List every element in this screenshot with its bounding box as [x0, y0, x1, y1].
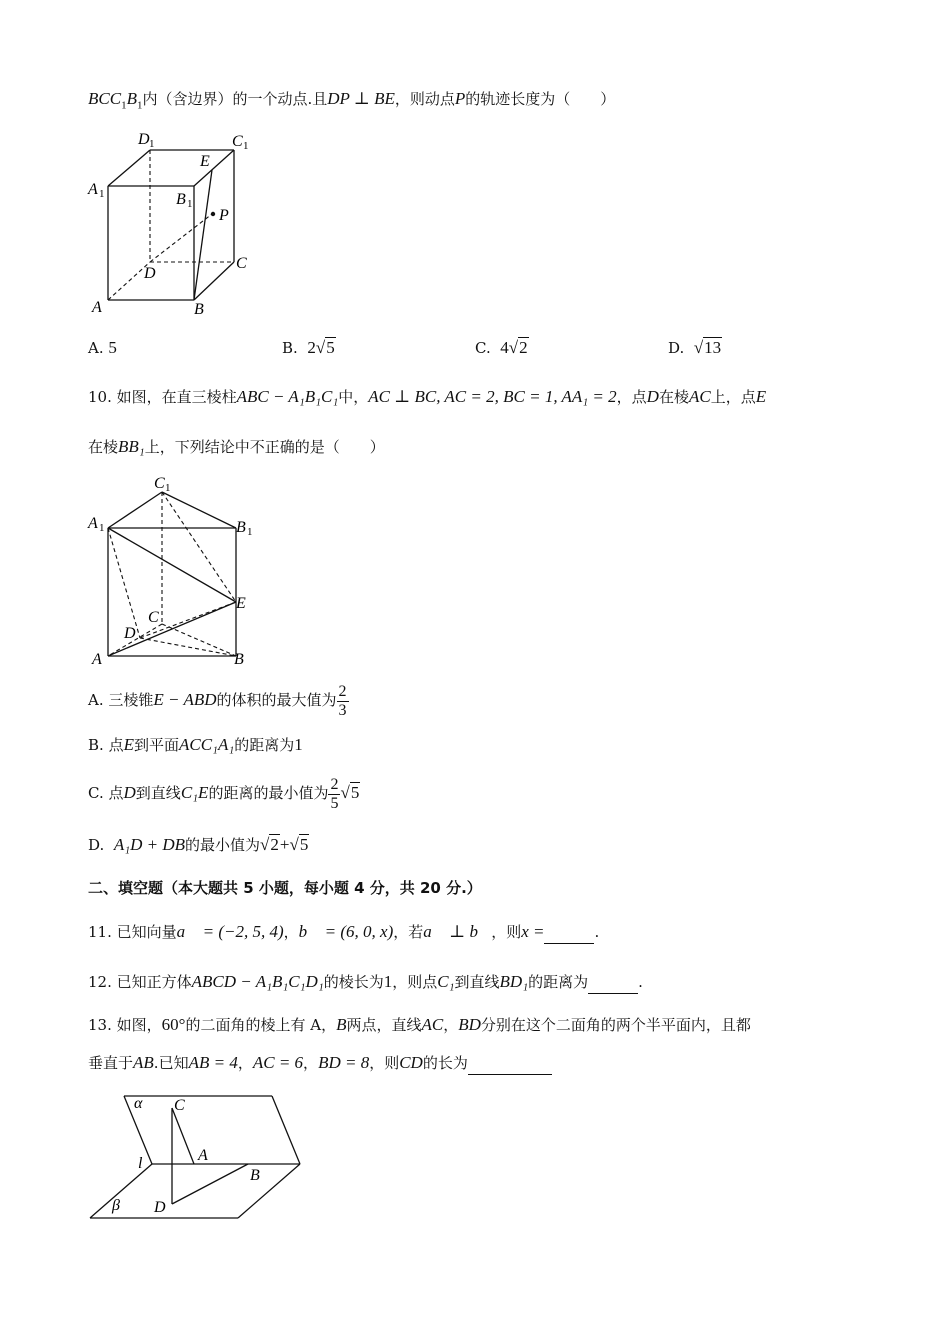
q9-label-d: D	[144, 265, 156, 282]
q10-option-c[interactable]: C. 点D到直线C₁E的距离的最小值为 $\frac{2}{5}$ √5	[88, 775, 360, 812]
q9-option-d[interactable]: D. √13	[668, 338, 722, 357]
q9-face: $BCC_1B_1$	[88, 89, 143, 112]
q12-answer-blank[interactable]	[588, 971, 638, 994]
q9-label-c: C	[236, 255, 247, 272]
q9-label-b: B	[194, 301, 204, 318]
q13-label-c: C	[174, 1097, 185, 1114]
q10-label-b1: B	[236, 519, 246, 536]
q13-label-beta: β	[112, 1197, 120, 1214]
q10-option-a[interactable]: A. 三棱锥E − ABD的体积的最大值为 $\frac{2}{3}$	[88, 682, 347, 719]
q13-label-d: D	[154, 1199, 166, 1216]
q10-label-c: C	[148, 609, 159, 626]
svg-text:1: 1	[165, 482, 171, 494]
svg-text:1: 1	[99, 188, 105, 200]
q9-label-b1: B	[176, 191, 186, 208]
q9-stem: $BCC_1B_1$内（含边界）的一个动点.且DP ⊥ BE，则动点P的轨迹长度为（ ）	[88, 89, 616, 112]
q13-label-b: B	[250, 1167, 260, 1184]
q10-label-d: D	[124, 625, 136, 642]
q11-answer-blank[interactable]	[544, 921, 594, 944]
q13-line1: 13. 如图，60°的二面角的棱上有 A，B两点，直线AC，BD分别在这个二面角的两个半平面内，且都	[88, 1015, 751, 1034]
svg-text:1: 1	[187, 198, 193, 210]
q13-dihedral-figure	[86, 1090, 316, 1224]
svg-text:1: 1	[99, 522, 105, 534]
section-heading: 二、填空题（本大题共 5 小题，每小题 4 分，共 20 分.）	[88, 879, 482, 897]
q9-cube-figure	[86, 126, 266, 322]
q10-label-b: B	[234, 651, 244, 668]
q12: 12. 已知正方体ABCD − A₁B₁C₁D₁的棱长为1，则点C₁到直线BD₁的距离为 .	[88, 971, 643, 994]
q13-label-l: l	[138, 1155, 143, 1172]
q10-option-d[interactable]: D. A₁D + DB的最小值为√2+√5	[88, 835, 309, 854]
svg-text:1: 1	[149, 138, 155, 150]
q10-stem-line1: 10. 如图，在直三棱柱ABC − A₁B₁C₁中，AC ⊥ BC, AC = 2, BC = 1, AA₁ = 2，点D在棱AC上，点E	[88, 387, 767, 406]
q9-option-a[interactable]: A. 5	[88, 338, 117, 357]
q10-stem-line2: 在棱BB₁上，下列结论中不正确的是（ ）	[88, 437, 385, 456]
q9-label-d1: D	[138, 131, 150, 148]
q9-label-e: E	[200, 153, 210, 170]
q10-label-a: A	[92, 651, 102, 668]
q10-label-a1: A	[88, 515, 98, 532]
q11: 11. 已知向量a⃗ = (−2, 5, 4)，b⃗ = (6, 0, x)，若a⃗ ⊥ b⃗，则x = .	[88, 921, 599, 944]
q9-label-a1: A	[88, 181, 98, 198]
q9-option-b[interactable]: B. 2√5	[282, 338, 335, 357]
q10-label-e: E	[236, 595, 246, 612]
q9-label-a: A	[92, 299, 102, 316]
q13-answer-blank[interactable]	[468, 1052, 552, 1075]
q13-label-a: A	[198, 1147, 208, 1164]
q10-option-b[interactable]: B. 点E到平面ACC₁A₁的距离为1	[88, 735, 303, 754]
q10-label-c1: C	[154, 475, 165, 492]
q9-option-c[interactable]: C. 4√2	[475, 338, 528, 357]
q9-label-c1: C	[232, 133, 243, 150]
svg-text:1: 1	[247, 526, 253, 538]
q10-prism-figure	[86, 472, 266, 672]
q9-condition: DP ⊥ BE	[327, 89, 395, 108]
q13-label-alpha: α	[134, 1095, 143, 1112]
q13-line2: 垂直于AB.已知AB = 4，AC = 6，BD = 8，则CD的长为	[88, 1052, 552, 1075]
svg-text:1: 1	[243, 140, 249, 152]
q9-label-p: P	[219, 207, 229, 224]
